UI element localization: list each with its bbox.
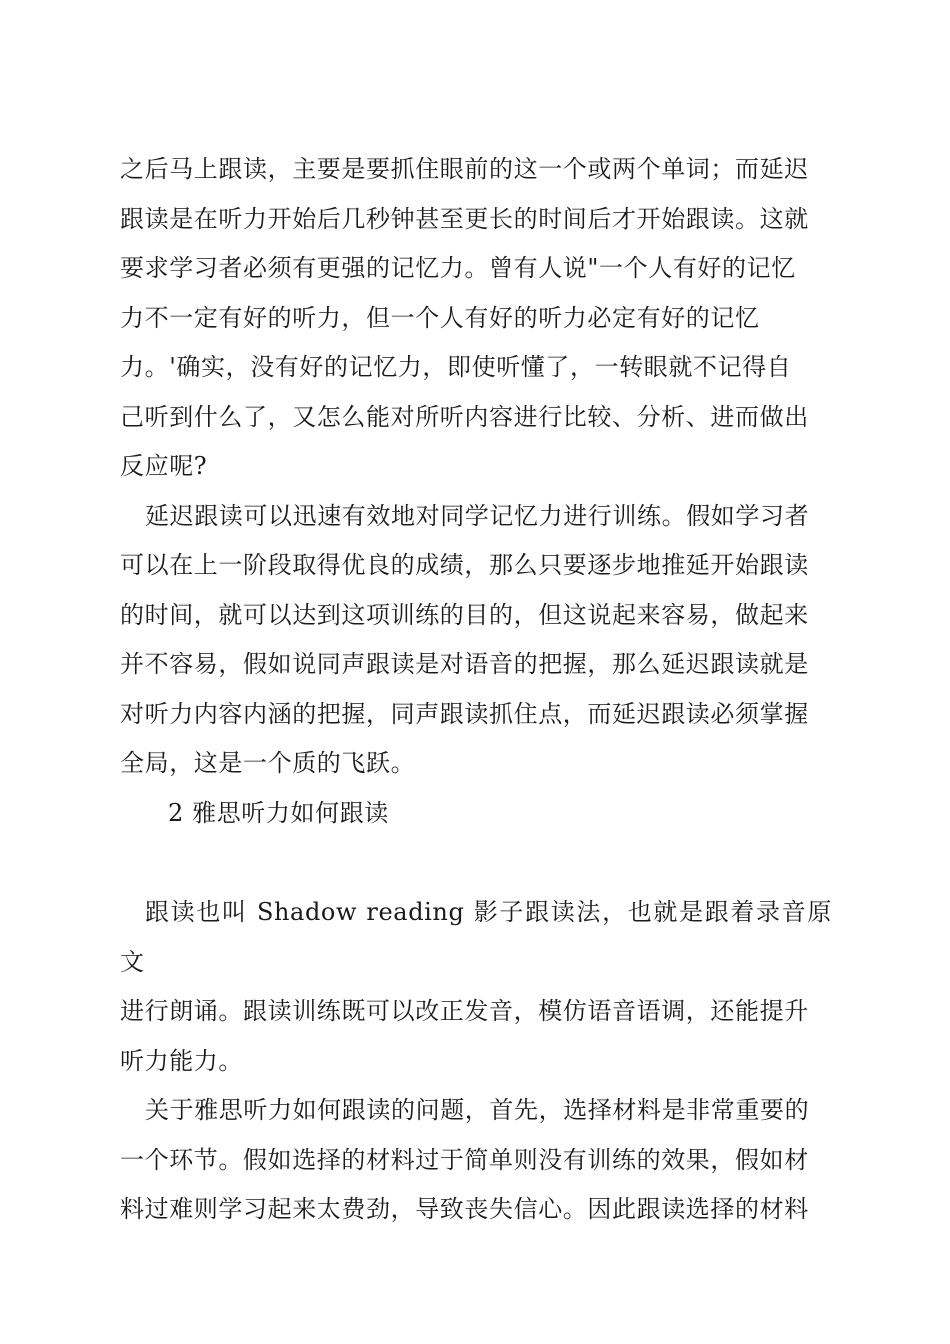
blank-space	[120, 838, 832, 888]
text-line: 关于雅思听力如何跟读的问题，首先，选择材料是非常重要的	[145, 1096, 810, 1124]
text-line: 之后马上跟读，主要是要抓住眼前的这一个或两个单词；而延迟	[120, 155, 809, 183]
text-line: 全局，这是一个质的飞跃。	[120, 749, 416, 777]
text-line: 并不容易，假如说同声跟读是对语音的把握，那么延迟跟读就是	[120, 650, 809, 678]
section-heading: 2 雅思听力如何跟读	[168, 798, 389, 827]
text-line: 的时间，就可以达到这项训练的目的，但这说起来容易，做起来	[120, 600, 809, 629]
text-line: 己听到什么了，又怎么能对所听内容进行比较、分析、进而做出	[120, 402, 809, 431]
paragraph-memory	[120, 145, 832, 492]
text-line: 跟读是在听力开始后几秒钟甚至更长的时间后才开始跟读。这就	[120, 204, 809, 233]
text-line: 对听力内容内涵的把握，同声跟读抓住点，而延迟跟读必须掌握	[120, 699, 809, 728]
text-line: 力。'确实，没有好的记忆力，即使听懂了，一转眼就不记得自	[120, 353, 792, 381]
text-line: 力不一定有好的听力，但一个人有好的听力必定有好的记忆	[120, 303, 760, 332]
text-line: 跟读也叫 Shadow reading 影子跟读法，也就是跟着录音原文	[120, 898, 832, 976]
text-line: 延迟跟读可以迅速有效地对同学记忆力进行训练。假如学习者	[145, 501, 810, 530]
text-line: 听力能力。	[120, 1046, 243, 1075]
text-line: 可以在上一阶段取得优良的成绩，那么只要逐步地推延开始跟读	[120, 551, 809, 579]
paragraph-delayed-reading	[120, 492, 832, 789]
document-body	[120, 145, 832, 1235]
text-line: 料过难则学习起来太费劲，导致丧失信心。因此跟读选择的材料	[120, 1195, 809, 1223]
text-line: 要求学习者必须有更强的记忆力。曾有人说"一个人有好的记忆	[120, 254, 796, 282]
text-line: 进行朗诵。跟读训练既可以改正发音，模仿语音语调，还能提升	[120, 997, 809, 1025]
paragraph-shadow-reading	[120, 888, 832, 1086]
paragraph-material-selection	[120, 1086, 832, 1235]
text-line: 反应呢?	[120, 452, 208, 480]
text-line: 一个环节。假如选择的材料过于简单则没有训练的效果，假如材	[120, 1145, 809, 1174]
